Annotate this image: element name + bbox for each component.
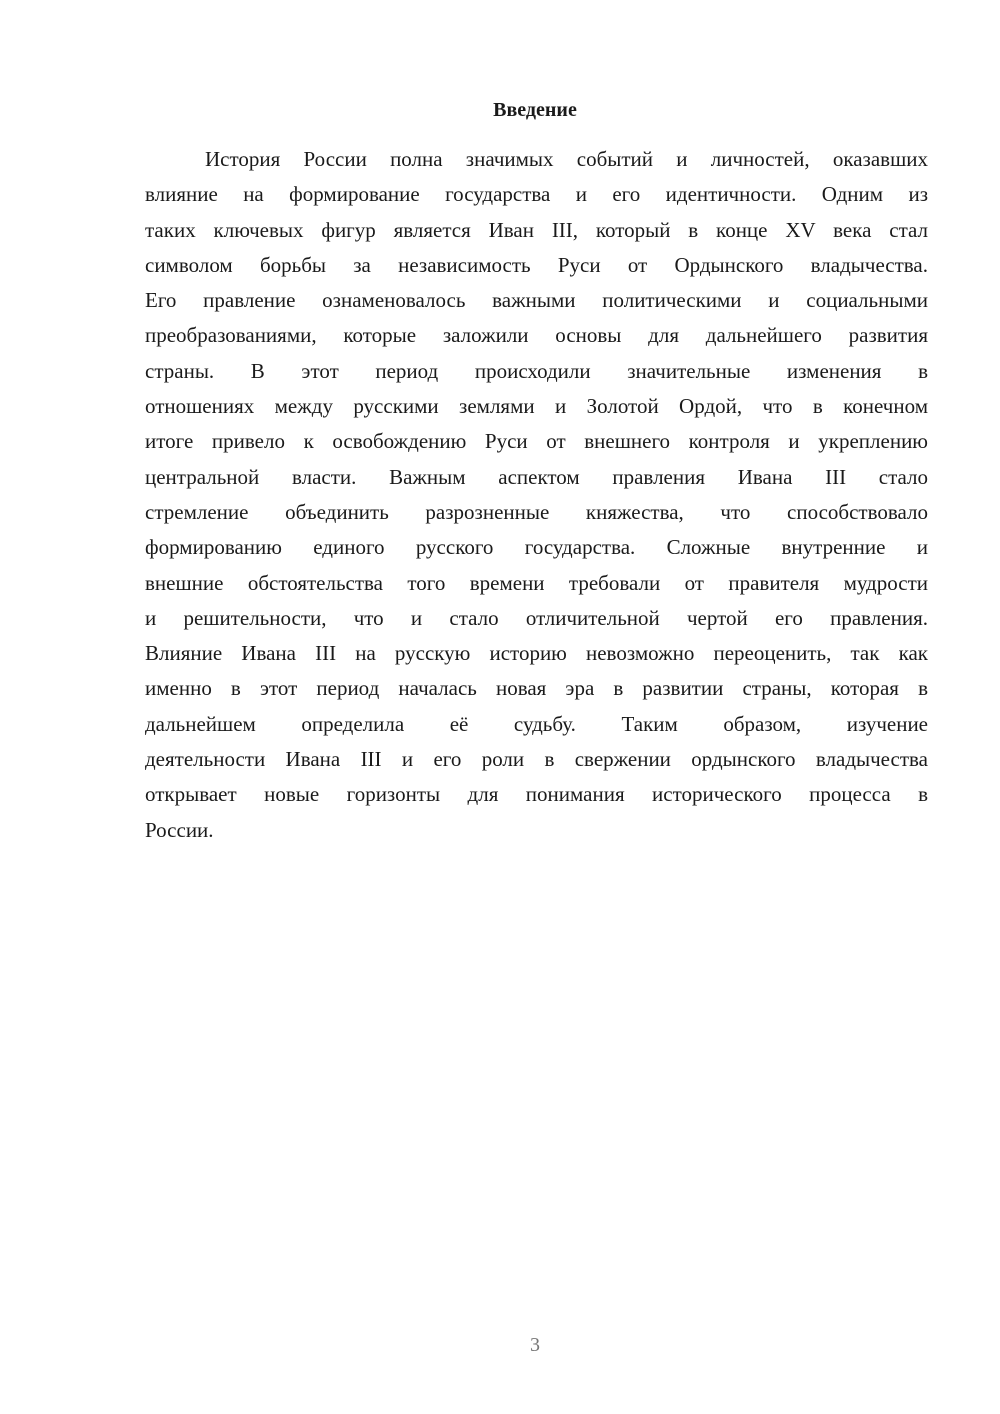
text-line: и решительности, что и стало отличительной чертой его правления. xyxy=(145,605,928,630)
page-number: 3 xyxy=(530,1334,540,1356)
text-line: открывает новые горизонты для понимания исторического процесса в xyxy=(145,782,928,807)
text-line: деятельности Ивана III и его роли в свержении ордынского владычества xyxy=(145,747,928,772)
text-line: таких ключевых фигур является Иван III, который в конце XV века стал xyxy=(145,217,928,242)
text-line: Его правление ознаменовалось важными политическими и социальными xyxy=(145,288,928,313)
body-paragraph xyxy=(145,142,928,848)
text-line: дальнейшем определила её судьбу. Таким образом, изучение xyxy=(145,711,928,736)
page-title: Введение xyxy=(493,99,577,121)
text-line: стремление объединить разрозненные княжества, что способствовало xyxy=(145,499,928,524)
text-line: преобразованиями, которые заложили основы для дальнейшего развития xyxy=(145,323,928,348)
text-line: Влияние Ивана III на русскую историю невозможно переоценить, так как xyxy=(145,641,928,666)
text-line: История России полна значимых событий и личностей, оказавших xyxy=(205,147,928,171)
text-line: страны. В этот период происходили значительные изменения в xyxy=(145,358,928,383)
text-line: итоге привело к освобождению Руси от внешнего контроля и укреплению xyxy=(145,429,928,454)
text-line: внешние обстоятельства того времени требовали от правителя мудрости xyxy=(145,570,928,595)
text-line: центральной власти. Важным аспектом правления Ивана III стало xyxy=(145,464,928,489)
text-line: символом борьбы за независимость Руси от Ордынского владычества. xyxy=(145,252,928,277)
text-line: отношениях между русскими землями и Золотой Ордой, что в конечном xyxy=(145,394,928,419)
text-line: России. xyxy=(145,817,214,842)
text-line: влияние на формирование государства и его идентичности. Одним из xyxy=(145,182,928,207)
text-line: формированию единого русского государства. Сложные внутренние и xyxy=(145,535,928,560)
text-line: именно в этот период началась новая эра в развитии страны, которая в xyxy=(145,676,928,701)
